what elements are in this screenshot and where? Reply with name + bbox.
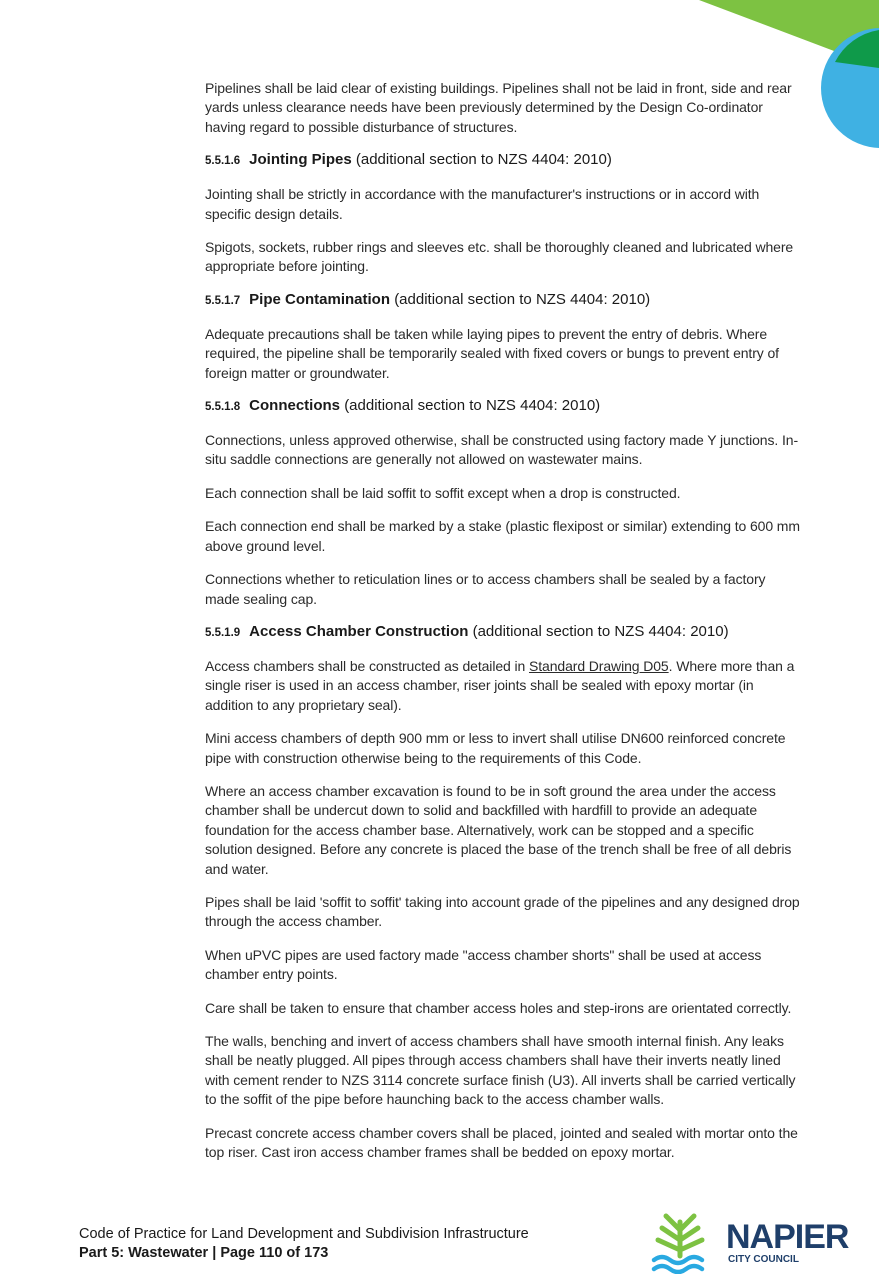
paragraph-text: Access chambers shall be constructed as detailed in: [205, 657, 529, 674]
logo-plant-mark: [654, 1216, 702, 1272]
section-title: Pipe Contamination: [249, 290, 391, 308]
section-heading: [205, 151, 801, 170]
paragraph: Each connection end shall be marked by a stake (plastic flexipost or similar) extending to 600 mm above ground level.: [205, 518, 800, 554]
section-heading: [205, 397, 801, 416]
paragraph-text: . Where more than a single riser is used in an access chamber, riser joints shall be sealed with epoxy mortar (in addition to any proprietary seal).: [205, 657, 795, 713]
paragraph: Where an access chamber excavation is found to be in soft ground the area under the access chamber shall be undercut down to solid and backfilled with hardfill to provide an adequate foundation for the access chamber base. Alternatively, work can be stopped and a specific solution designed. Before any concrete is placed the base of the trench shall be free of all debris and water.: [205, 782, 792, 877]
standard-drawing-link[interactable]: Standard Drawing D05: [528, 657, 669, 674]
section-number: 5.5.1.6: [205, 155, 241, 168]
paragraph: Pipelines shall be laid clear of existing buildings. Pipelines shall not be laid in front, side and rear yards unless clearance needs have been previously determined by the Design Co-ordinator having regard to possible disturbance of structures.: [205, 80, 792, 135]
paragraph: Mini access chambers of depth 900 mm or less to invert shall utilise DN600 reinforced concrete pipe with construction otherwise being to the requirements of this Code.: [205, 730, 786, 766]
paragraph: Adequate precautions shall be taken while laying pipes to prevent the entry of debris. Where required, the pipeline shall be temporarily sealed with fixed covers or bungs to prevent entry of foreign matter or groundwater.: [205, 325, 779, 381]
section-note: (additional section to NZS 4404: 2010): [344, 397, 601, 415]
paragraph: Connections whether to reticulation lines or to access chambers shall be sealed by a factory made sealing cap.: [205, 571, 766, 607]
section-title: Access Chamber Construction: [249, 622, 469, 640]
paragraph: Pipes shall be laid 'soffit to soffit' taking into account grade of the pipelines and any designed drop through the access chamber.: [205, 893, 800, 930]
section-number: 5.5.1.8: [205, 401, 241, 414]
section-heading: [205, 623, 801, 642]
section-note: (additional section to NZS 4404: 2010): [394, 290, 651, 308]
section-title: Jointing Pipes: [249, 151, 352, 169]
paragraph: [205, 657, 801, 715]
paragraph: Precast concrete access chamber covers shall be placed, jointed and sealed with mortar onto the top riser. Cast iron access chamber frames shall be bedded on epoxy mortar.: [205, 1124, 798, 1161]
logo-subtitle: CITY COUNCIL: [728, 1254, 799, 1265]
footer-title: Code of Practice for Land Development and Subdivision Infrastructure: [79, 1226, 529, 1242]
paragraph: Jointing shall be strictly in accordance with the manufacturer's instructions or in accord with specific design details.: [205, 186, 760, 222]
paragraph: Spigots, sockets, rubber rings and sleeves etc. shall be thoroughly cleaned and lubricated where appropriate before jointing.: [205, 239, 794, 275]
paragraph: Each connection shall be laid soffit to soffit except when a drop is constructed.: [205, 484, 681, 501]
footer-page-info: Part 5: Wastewater | Page 110 of 173: [79, 1245, 329, 1261]
section-title: Connections: [249, 397, 341, 415]
logo-wordmark: NAPIER: [726, 1218, 849, 1256]
paragraph: Connections, unless approved otherwise, shall be constructed using factory made Y junctions. In-situ saddle connections are generally not allowed on wastewater mains.: [205, 432, 799, 468]
page-footer: [79, 1225, 529, 1263]
section-number: 5.5.1.7: [205, 294, 241, 307]
section-note: (additional section to NZS 4404: 2010): [355, 151, 612, 169]
section-note: (additional section to NZS 4404: 2010): [472, 622, 729, 640]
section-heading: [205, 291, 801, 310]
paragraph: When uPVC pipes are used factory made "access chamber shorts" shall be used at access chamber entry points.: [205, 946, 762, 983]
document-body: [205, 79, 801, 1176]
section-number: 5.5.1.9: [205, 626, 241, 639]
paragraph: Care shall be taken to ensure that chamber access holes and step-irons are orientated correctly.: [205, 999, 792, 1016]
paragraph: The walls, benching and invert of access chambers shall have smooth internal finish. Any leaks shall be neatly plugged. All pipes through access chambers shall have their inverts neatly lined with cement render to NZS 3114 concrete surface finish (U3). All inverts shall be carried vertically to the soffit of the pipe before haunching back to the access chamber walls.: [205, 1033, 796, 1108]
